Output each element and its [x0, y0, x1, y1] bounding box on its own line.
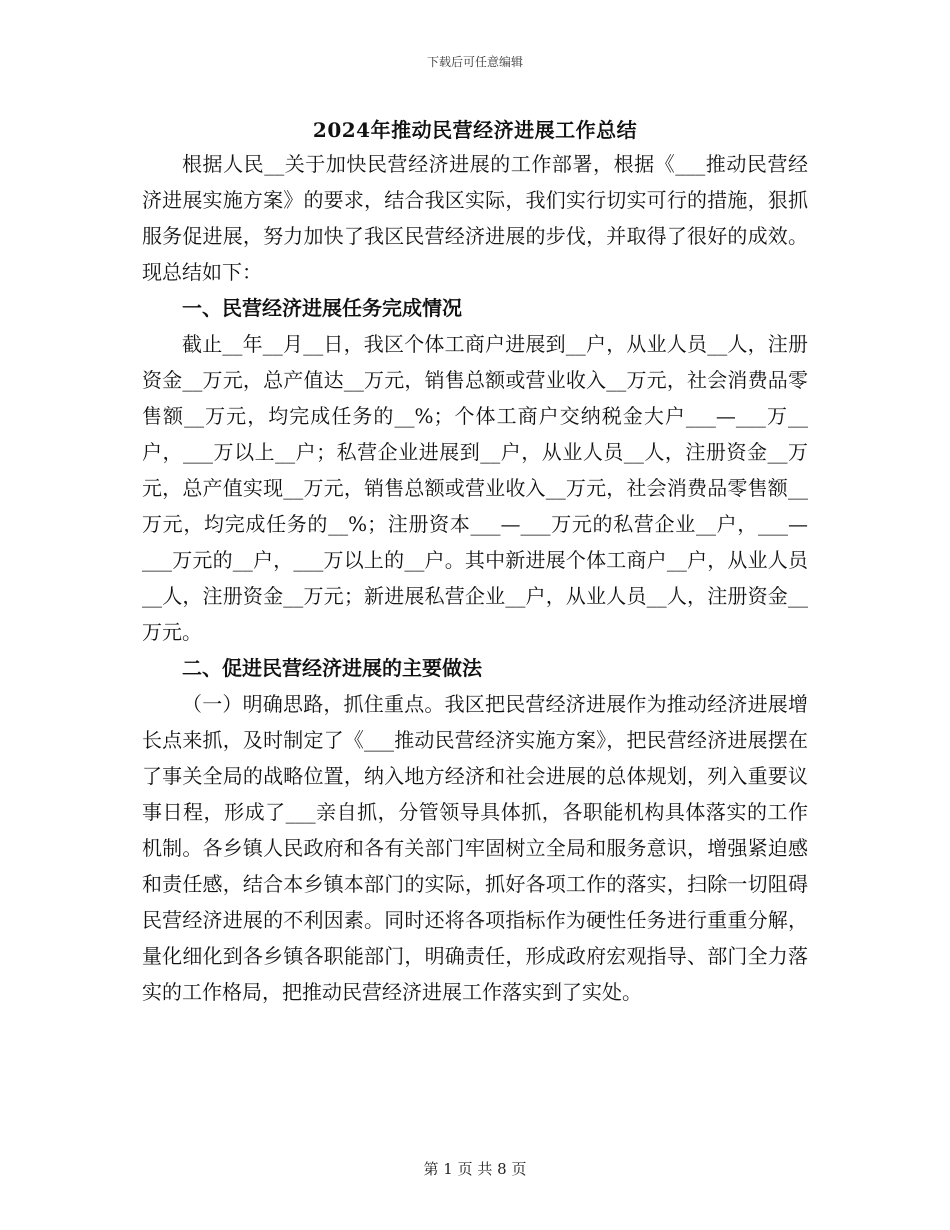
document-body	[142, 146, 808, 1010]
document-title: 2024年推动民营经济进展工作总结	[312, 118, 638, 142]
section1-paragraph: 截止__年__月__日，我区个体工商户进展到__户，从业人员__人，注册资金__万元，总产值达__万元，销售总额或营业收入__万元，社会消费品零售额__万元，均完成任务的__%；个体工商户交纳税金大户___—___万__户，___万以上__户；私营企业进展到__户，从业人员__人，注册资金__万元，总产值实现__万元，销售总额或营业收入__万元，社会消费品零售额__万元，均完成任务的__%；注册资本___—___万元的私营企业__户，___—___万元的__户，___万以上的__户。其中新进展个体工商户__户，从业人员__人，注册资金__万元；新进展私营企业__户，从业人员__人，注册资金__万元。	[142, 332, 808, 644]
section2-heading: 二、促进民营经济进展的主要做法	[182, 656, 482, 680]
page-footer: 第 1 页 共 8 页	[423, 1160, 527, 1178]
section1-heading: 一、民营经济进展任务完成情况	[182, 296, 462, 320]
intro-paragraph: 根据人民__关于加快民营经济进展的工作部署，根据《___推动民营经济进展实施方案》的要求，结合我区实际，我们实行切实可行的措施，狠抓服务促进展，努力加快了我区民营经济进展的步伐，并取得了很好的成效。现总结如下：	[142, 152, 808, 284]
section2-paragraph: （一）明确思路，抓住重点。我区把民营经济进展作为推动经济进展增长点来抓，及时制定了《___推动民营经济实施方案》，把民营经济进展摆在了事关全局的战略位置，纳入地方经济和社会进展的总体规划，列入重要议事日程，形成了___亲自抓，分管领导具体抓，各职能机构具体落实的工作机制。各乡镇人民政府和各有关部门牢固树立全局和服务意识，增强紧迫感和责任感，结合本乡镇本部门的实际，抓好各项工作的落实，扫除一切阻碍民营经济进展的不利因素。同时还将各项指标作为硬性任务进行重重分解，量化细化到各乡镇各职能部门，明确责任，形成政府宏观指导、部门全力落实的工作格局，把推动民营经济进展工作落实到了实处。	[142, 692, 808, 1004]
header-note: 下载后可任意编辑	[426, 55, 523, 69]
